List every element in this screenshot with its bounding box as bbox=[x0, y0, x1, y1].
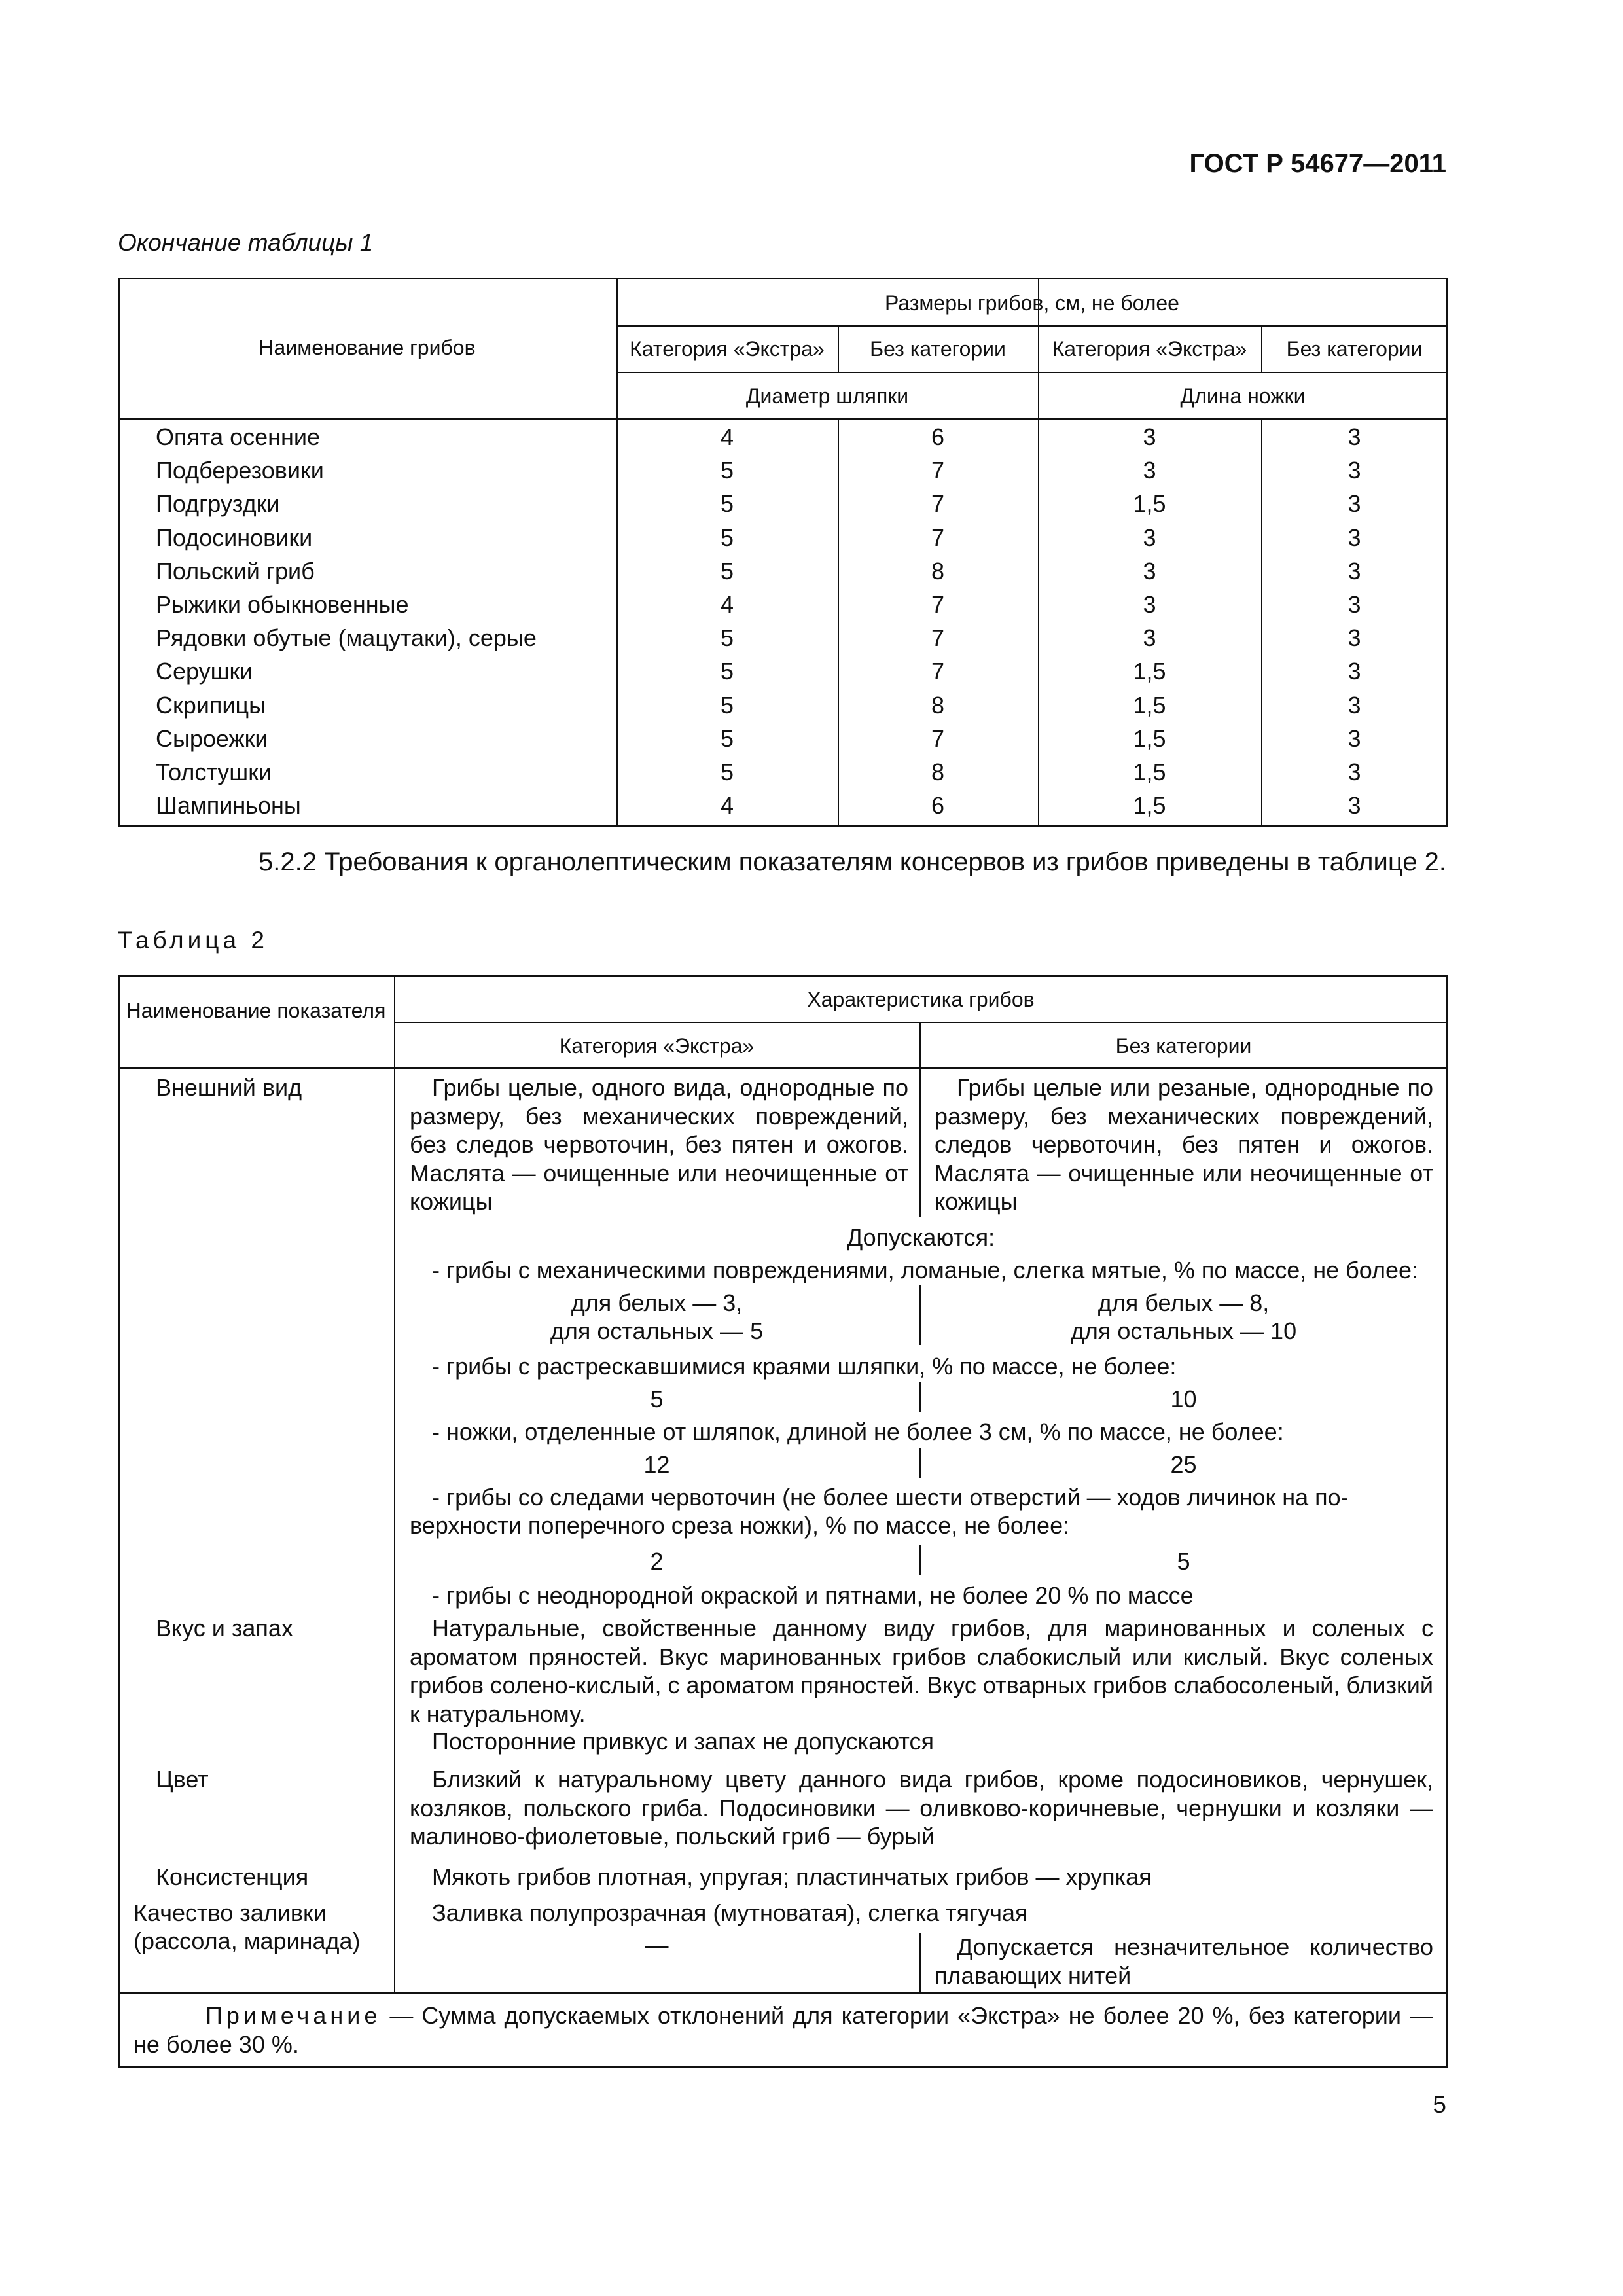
taste-text: Натуральные, свойственные данному виду грибов, для маринованных и соленых с ароматом пряностей. Вкус маринованных грибов слабокислый или кислый. Вкус соленых грибов солено-кислый, с ароматом пряностей. Вкус отварных грибов слабосоленый, близкий к натуральному. bbox=[410, 1615, 1433, 1727]
value-l2: 3 bbox=[1347, 624, 1361, 652]
appearance-worm-label-1: - грибы со следами червоточин (не более шести отверстий — ходов личинок на по- bbox=[432, 1484, 1349, 1511]
table1-head-cat-extra-2: Категория «Экстра» bbox=[1052, 337, 1247, 361]
mushroom-name: Рядовки обутые (мацутаки), серые bbox=[156, 624, 537, 652]
mushroom-name: Сыроежки bbox=[156, 725, 268, 752]
row-label-appearance: Внешний вид bbox=[156, 1074, 302, 1101]
table1-head-cat-extra-1: Категория «Экстра» bbox=[630, 337, 825, 361]
value-d1: 5 bbox=[720, 624, 734, 652]
table-row bbox=[118, 789, 1448, 822]
mushroom-name: Скрипицы bbox=[156, 691, 266, 719]
value-d2: 7 bbox=[931, 624, 945, 652]
value-d1: 4 bbox=[720, 423, 734, 450]
mushroom-name: Подосиновики bbox=[156, 524, 313, 551]
value-d2: 7 bbox=[931, 658, 945, 685]
mushroom-name: Серушки bbox=[156, 658, 253, 685]
appearance-stem-nocat: 25 bbox=[1170, 1451, 1197, 1478]
consistency-text: Мякоть грибов плотная, упругая; пластинчатых грибов — хрупкая bbox=[432, 1863, 1152, 1890]
appearance-mech-nocat-2: для остальных — 10 bbox=[1070, 1318, 1297, 1344]
table2-rule bbox=[919, 1933, 921, 1992]
value-l2: 3 bbox=[1347, 759, 1361, 785]
table1-head-cap-diam: Диаметр шляпки bbox=[745, 384, 909, 408]
appearance-stem-label: - ножки, отделенные от шляпок, длиной не более 3 см, % по массе, не более: bbox=[432, 1418, 1284, 1445]
table-row bbox=[118, 755, 1448, 789]
row-label-fill-1: Качество заливки bbox=[134, 1899, 327, 1926]
color-text: Близкий к натуральному цвету данного вида грибов, кроме подосиновиков, чернушек, козляков, польского гриба. Подосиновики — оливково-коричневые, чернушки и козляки — малиново-фиолетовые, польский гриб — бурый bbox=[410, 1766, 1433, 1850]
table-row bbox=[118, 655, 1448, 688]
appearance-nocat-text: Грибы целые или резаные, однородные по размеру, без механических повреждений, следов червоточин, без пятен и ожогов. Маслята — очищенные или неочищенные от кожицы bbox=[935, 1074, 1433, 1215]
appearance-crack-extra: 5 bbox=[650, 1386, 664, 1412]
value-l2: 3 bbox=[1347, 423, 1361, 450]
row-label-consistency: Консистенция bbox=[156, 1863, 309, 1890]
value-d1: 5 bbox=[720, 557, 734, 584]
table-row bbox=[118, 454, 1448, 487]
appearance-mech-extra-2: для остальных — 5 bbox=[550, 1318, 764, 1344]
value-l2: 3 bbox=[1347, 658, 1361, 685]
table2-head-no-cat: Без категории bbox=[1115, 1034, 1252, 1058]
table1-header-rule bbox=[118, 418, 1448, 420]
row-label-taste: Вкус и запах bbox=[156, 1615, 293, 1641]
table-row bbox=[118, 588, 1448, 621]
fill-text: Заливка полупрозрачная (мутноватая), слегка тягучая bbox=[432, 1899, 1028, 1926]
appearance-extra-text: Грибы целые, одного вида, однородные по размеру, без механических повреждений, без следов червоточин, без пятен и ожогов. Маслята — очищенные или неочищенные от кожицы bbox=[410, 1074, 908, 1215]
appearance-allowed: Допускаются: bbox=[846, 1224, 995, 1251]
value-d1: 5 bbox=[720, 658, 734, 685]
table2-caption: Таблица 2 bbox=[118, 927, 268, 954]
value-d1: 5 bbox=[720, 725, 734, 752]
value-l2: 3 bbox=[1347, 490, 1361, 518]
value-l2: 3 bbox=[1347, 792, 1361, 819]
value-d2: 7 bbox=[931, 490, 945, 518]
appearance-crack-nocat: 10 bbox=[1170, 1386, 1197, 1412]
table2-rule bbox=[394, 975, 395, 1992]
appearance-worm-nocat: 5 bbox=[1177, 1548, 1190, 1575]
value-l2: 3 bbox=[1347, 457, 1361, 484]
value-d1: 5 bbox=[720, 457, 734, 484]
table2-rule bbox=[394, 1022, 1448, 1023]
value-l2: 3 bbox=[1347, 725, 1361, 752]
value-d2: 6 bbox=[931, 423, 945, 450]
mushroom-name: Толстушки bbox=[156, 759, 272, 785]
page-number: 5 bbox=[1433, 2091, 1446, 2118]
table2-rule bbox=[919, 1069, 921, 1217]
table1-head-stem-len: Длина ножки bbox=[1180, 384, 1306, 408]
table1-head-sizes: Размеры грибов, см, не более bbox=[885, 291, 1179, 315]
appearance-mech-nocat-1: для белых — 8, bbox=[1097, 1289, 1270, 1316]
value-l1: 1,5 bbox=[1133, 658, 1166, 685]
value-l2: 3 bbox=[1347, 524, 1361, 551]
value-l1: 3 bbox=[1143, 457, 1156, 484]
table1-body bbox=[118, 420, 1448, 826]
taste-extra: Посторонние привкус и запах не допускаются bbox=[432, 1728, 934, 1755]
value-l1: 1,5 bbox=[1133, 725, 1166, 752]
value-d1: 5 bbox=[720, 759, 734, 785]
fill-extra: — bbox=[645, 1931, 669, 1958]
table2-head-characteristic: Характеристика грибов bbox=[807, 988, 1035, 1011]
mushroom-name: Польский гриб bbox=[156, 557, 315, 584]
table-row bbox=[118, 521, 1448, 554]
appearance-crack-label: - грибы с растрескавшимися краями шляпки, % по массе, не более: bbox=[432, 1353, 1177, 1380]
value-l1: 3 bbox=[1143, 524, 1156, 551]
fill-nocat: Допускается незначительное количество плавающих нитей bbox=[935, 1933, 1433, 1989]
mushroom-name: Подгруздки bbox=[156, 490, 280, 518]
value-l1: 1,5 bbox=[1133, 792, 1166, 819]
row-label-fill-2: (рассола, маринада) bbox=[134, 1928, 361, 1954]
appearance-stem-extra: 12 bbox=[643, 1451, 670, 1478]
table1-rule bbox=[616, 325, 1448, 327]
value-l1: 1,5 bbox=[1133, 759, 1166, 785]
value-l1: 3 bbox=[1143, 624, 1156, 652]
table-row bbox=[118, 722, 1448, 755]
value-l1: 3 bbox=[1143, 591, 1156, 618]
value-l1: 1,5 bbox=[1133, 490, 1166, 518]
table-row bbox=[118, 487, 1448, 520]
table1-head-no-cat-1: Без категории bbox=[870, 337, 1006, 361]
mushroom-name: Шампиньоны bbox=[156, 792, 301, 819]
value-l1: 3 bbox=[1143, 423, 1156, 450]
value-d2: 8 bbox=[931, 691, 945, 719]
mushroom-name: Опята осенние bbox=[156, 423, 321, 450]
paragraph-5-2-2: 5.2.2 Требования к органолептическим показателям консервов из грибов приведены в таблице 2. bbox=[259, 848, 1446, 876]
row-label-color: Цвет bbox=[156, 1766, 209, 1793]
mushroom-name: Рыжики обыкновенные bbox=[156, 591, 409, 618]
value-d1: 5 bbox=[720, 691, 734, 719]
value-l2: 3 bbox=[1347, 691, 1361, 719]
appearance-mech-extra-1: для белых — 3, bbox=[571, 1289, 743, 1316]
value-l2: 3 bbox=[1347, 591, 1361, 618]
value-d1: 5 bbox=[720, 524, 734, 551]
appearance-worm-label-2: верхности поперечного среза ножки), % по массе, не более: bbox=[410, 1512, 1070, 1539]
value-d2: 7 bbox=[931, 524, 945, 551]
value-l1: 3 bbox=[1143, 557, 1156, 584]
table-row bbox=[118, 621, 1448, 655]
appearance-color-spots: - грибы с неоднородной окраской и пятнами, не более 20 % по массе bbox=[432, 1582, 1194, 1609]
document-code: ГОСТ Р 54677—2011 bbox=[1189, 149, 1446, 178]
table-row bbox=[118, 420, 1448, 454]
appearance-mech-label: - грибы с механическими повреждениями, ломаные, слегка мятые, % по массе, не более: bbox=[432, 1257, 1419, 1283]
table2-note bbox=[134, 2001, 1433, 2058]
value-d2: 8 bbox=[931, 557, 945, 584]
value-d1: 4 bbox=[720, 792, 734, 819]
table2-head-cat-extra: Категория «Экстра» bbox=[559, 1034, 755, 1058]
table-row bbox=[118, 554, 1448, 588]
note-text: — Сумма допускаемых отклонений для категории «Экстра» не более 20 %, без категории — не более 30 %. bbox=[134, 2002, 1433, 2058]
value-d2: 6 bbox=[931, 792, 945, 819]
value-d1: 5 bbox=[720, 490, 734, 518]
value-d2: 8 bbox=[931, 759, 945, 785]
appearance-worm-extra: 2 bbox=[650, 1548, 664, 1575]
table1-head-name: Наименование грибов bbox=[259, 336, 476, 359]
table-row bbox=[118, 689, 1448, 722]
table1-head-no-cat-2: Без категории bbox=[1286, 337, 1423, 361]
value-l2: 3 bbox=[1347, 557, 1361, 584]
table2-header-rule bbox=[118, 1067, 1448, 1069]
value-d2: 7 bbox=[931, 591, 945, 618]
mushroom-name: Подберезовики bbox=[156, 457, 324, 484]
value-d2: 7 bbox=[931, 725, 945, 752]
table2-head-indicator: Наименование показателя bbox=[126, 999, 386, 1022]
note-prefix: Примечание bbox=[205, 2002, 382, 2029]
value-l1: 1,5 bbox=[1133, 691, 1166, 719]
value-d2: 7 bbox=[931, 457, 945, 484]
table2-note-rule bbox=[118, 1992, 1448, 1994]
table1-rule bbox=[616, 372, 1448, 373]
value-d1: 4 bbox=[720, 591, 734, 618]
table1-caption: Окончание таблицы 1 bbox=[118, 229, 374, 256]
